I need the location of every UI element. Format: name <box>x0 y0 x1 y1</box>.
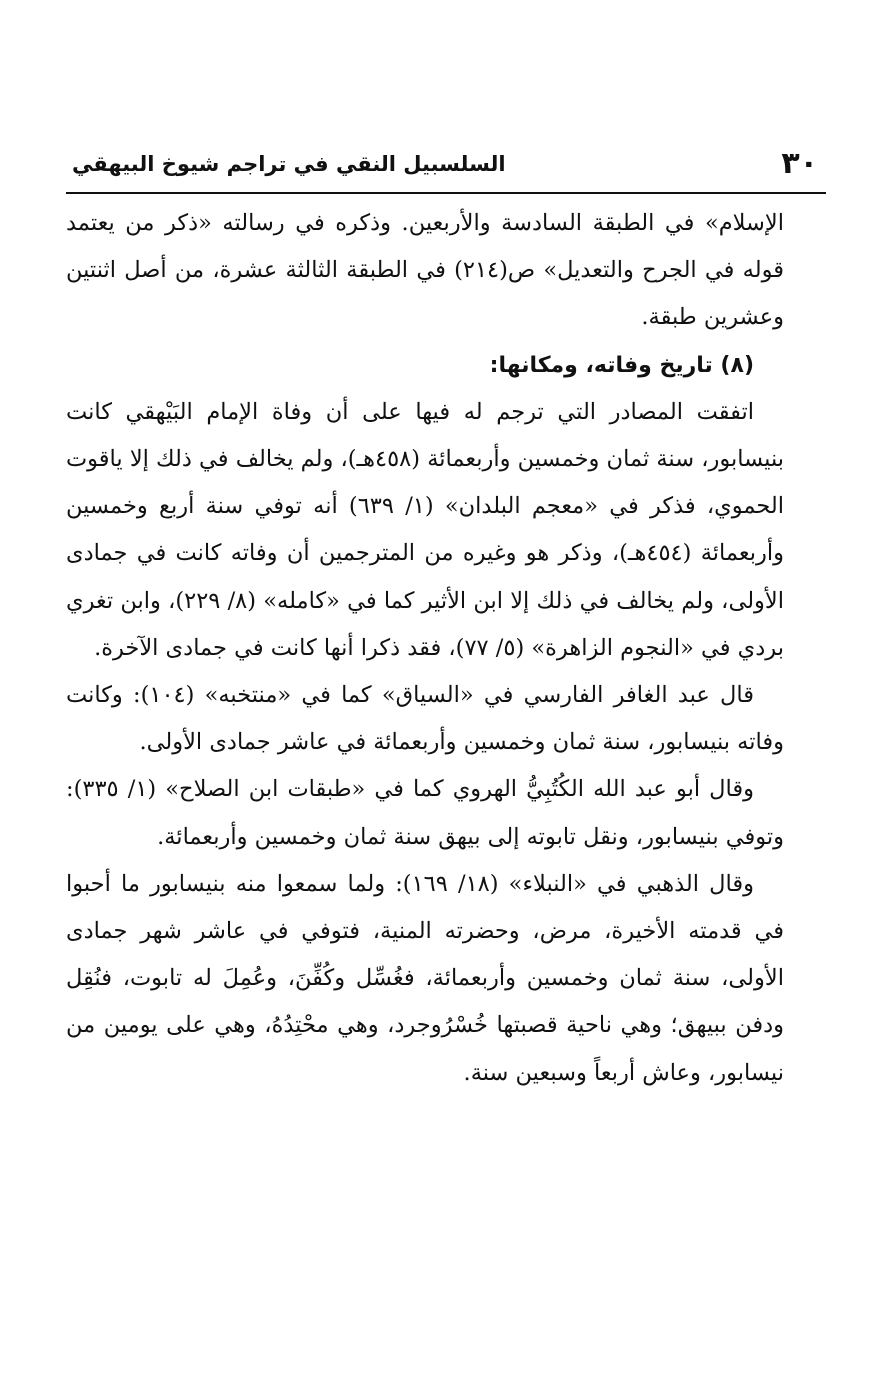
paragraph: وقال أبو عبد الله الكُتُبِيُّ الهروي كما في «طبقات ابن الصلاح» (١/ ٣٣٥): وتوفي بنيسابور، ونقل تابوته إلى بيهق سنة ثمان وخمسين وأربعمائة. <box>66 776 784 850</box>
paragraph: اتفقت المصادر التي ترجم له فيها على أن وفاة الإمام البَيْهقي كانت بنيسابور، سنة ثمان وخمسين وأربعمائة (٤٥٨هـ)، ولم يخالف في ذلك إلا ياقوت الحموي، فذكر في «معجم البلدان» (١/ ٦٣٩) أنه توفي سنة أربع وخمسين وأربعمائة (٤٥٤هـ)، وذكر هو وغيره من المترجمين أن وفاته كانت في جمادى الأولى، ولم يخالف في ذلك إلا ابن الأثير كما في «كامله» (٨/ ٢٢٩)، وابن تغري بردي في «النجوم الزاهرة» (٥/ ٧٧)، فقد ذكرا أنها كانت في جمادى الآخرة. <box>65 398 785 661</box>
section-heading: (٨) تاريخ وفاته، ومكانها: <box>489 352 754 378</box>
header-divider <box>66 192 826 194</box>
paragraph: وقال الذهبي في «النبلاء» (١٨/ ١٦٩): ولما سمعوا منه بنيسابور ما أحبوا في قدمته الأخيرة، مرض، وحضرته المنية، فتوفي في عاشر شهر جمادى الأولى، سنة ثمان وخمسين وأربعمائة، فغُسِّل وكُفِّنَ، وعُمِلَ له تابوت، فنُقِل ودفن ببيهق؛ وهي ناحية قصبتها خُسْرُوجرد، وهي محْتِدُهُ، وهي على يومين من نيسابور، وعاش أربعاً وسبعين سنة. <box>66 870 784 1086</box>
page-number: ٣٠ <box>781 146 818 181</box>
running-header-title: السلسبيل النقي في تراجم شيوخ البيهقي <box>72 152 506 176</box>
running-header <box>66 140 826 190</box>
body-text <box>66 200 784 1097</box>
paragraph-continued: الإسلام» في الطبقة السادسة والأربعين. وذكره في رسالته «ذكر من يعتمد قوله في الجرح والتعديل» ص(٢١٤) في الطبقة الثالثة عشرة، من أصل اثنتين وعشرين طبقة. <box>66 210 784 331</box>
paragraph: قال عبد الغافر الفارسي في «السياق» كما في «منتخبه» (١٠٤): وكانت وفاته بنيسابور، سنة ثمان وخمسين وأربعمائة في عاشر جمادى الأولى. <box>66 682 784 756</box>
